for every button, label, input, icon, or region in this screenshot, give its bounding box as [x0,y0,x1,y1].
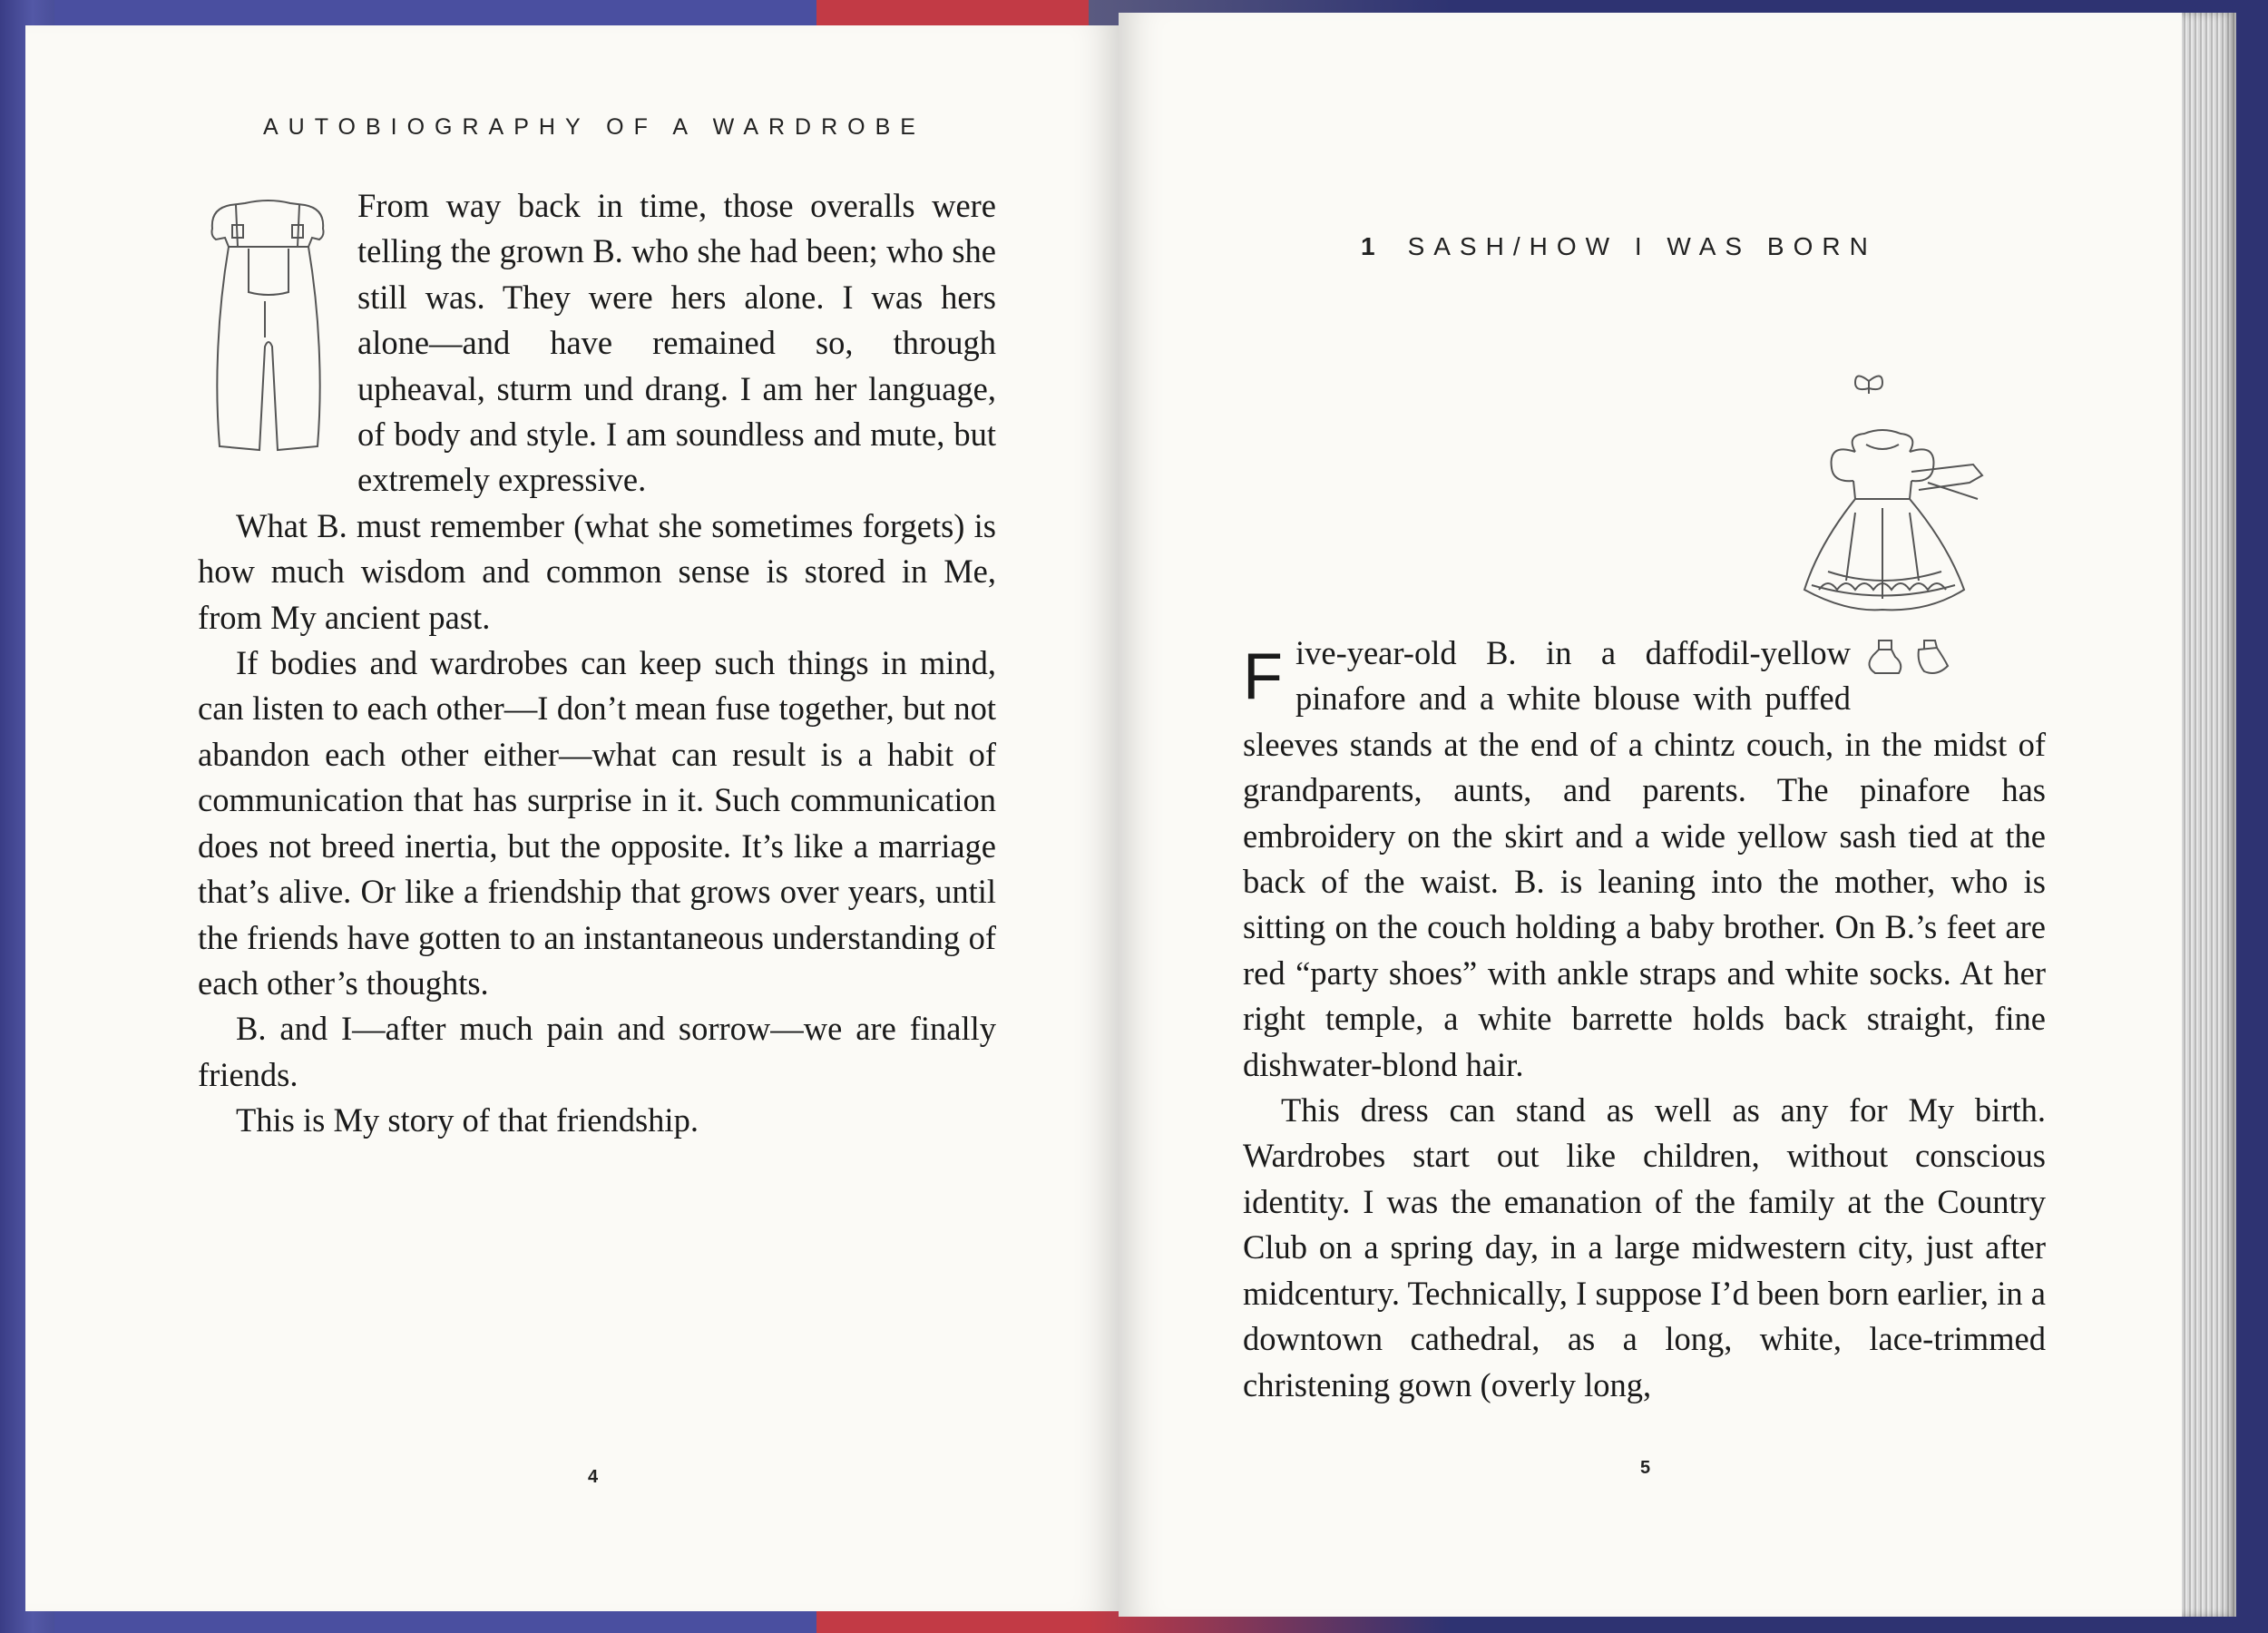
left-paragraph: What B. must remember (what she sometimes forgets) is how much wisdom and common sense is stored in Me, from My ancient past. [198,506,996,636]
chapter-number: 1 [1361,232,1384,260]
left-page-body [198,183,996,1144]
page-number-right: 5 [1640,1458,1651,1478]
left-paragraph: B. and I—after much pain and sorrow—we are finally friends. [198,1010,996,1093]
right-paragraph: ive-year-old B. in a daffodil-yellow pinafore and a white blouse with puffed sleeves stands at the end of a chintz couch, in the midst of grandparents, aunts, and parents. The pinafore has embroidery on the skirt and a wide yellow sash tied at the back of the waist. B. is leaning into the mother, who is sitting on the couch holding a baby brother. On B.’s feet are red “party shoes” with ankle straps and white socks. At her right temple, a white barrette holds back straight, fine dishwater-blond hair. [1243,634,2046,1083]
page-number-left: 4 [588,1467,599,1487]
drop-cap: F [1243,640,1283,713]
right-paragraph: This dress can stand as well as any for My birth. Wardrobes start out like children, without conscious identity. I was the emanation of the family at the Country Club on a spring day, in a large midwestern city, just after midcentury. Technically, I suppose I’d been born earlier, in a downtown cathedral, as a long, white, lace-trimmed christening gown (overly long, [1243,1091,2046,1403]
chapter-heading [1361,232,1960,261]
left-paragraph: From way back in time, those overalls were telling the grown B. who she had been; who she still was. They were hers alone. I was hers alone—and have remained so, through upheaval, sturm und drang. I am her language, of body and style. I am soundless and mute, but extremely expressive. [357,187,996,499]
book-cover-right [2236,0,2268,1633]
chapter-title: SASH/HOW I WAS BORN [1407,232,1877,260]
left-paragraph: This is My story of that friendship. [236,1101,699,1139]
overalls-icon [192,192,345,464]
left-paragraph: If bodies and wardrobes can keep such things in mind, can listen to each other—I don’t mean fuse together, but not abandon each other either—what can result is a habit of communication that has surprise in it. Such communication does not breed inertia, but the opposite. It’s like a marriage that’s alive. Or like a friendship that grows over years, until the friends have gotten to an instantaneous understanding of each other’s thoughts. [198,644,996,1002]
running-head: AUTOBIOGRAPHY OF A WARDROBE [263,114,925,140]
page-block-edge [2182,13,2236,1617]
right-page-body [1243,631,2046,1408]
illustration-spacer [1869,631,2073,721]
